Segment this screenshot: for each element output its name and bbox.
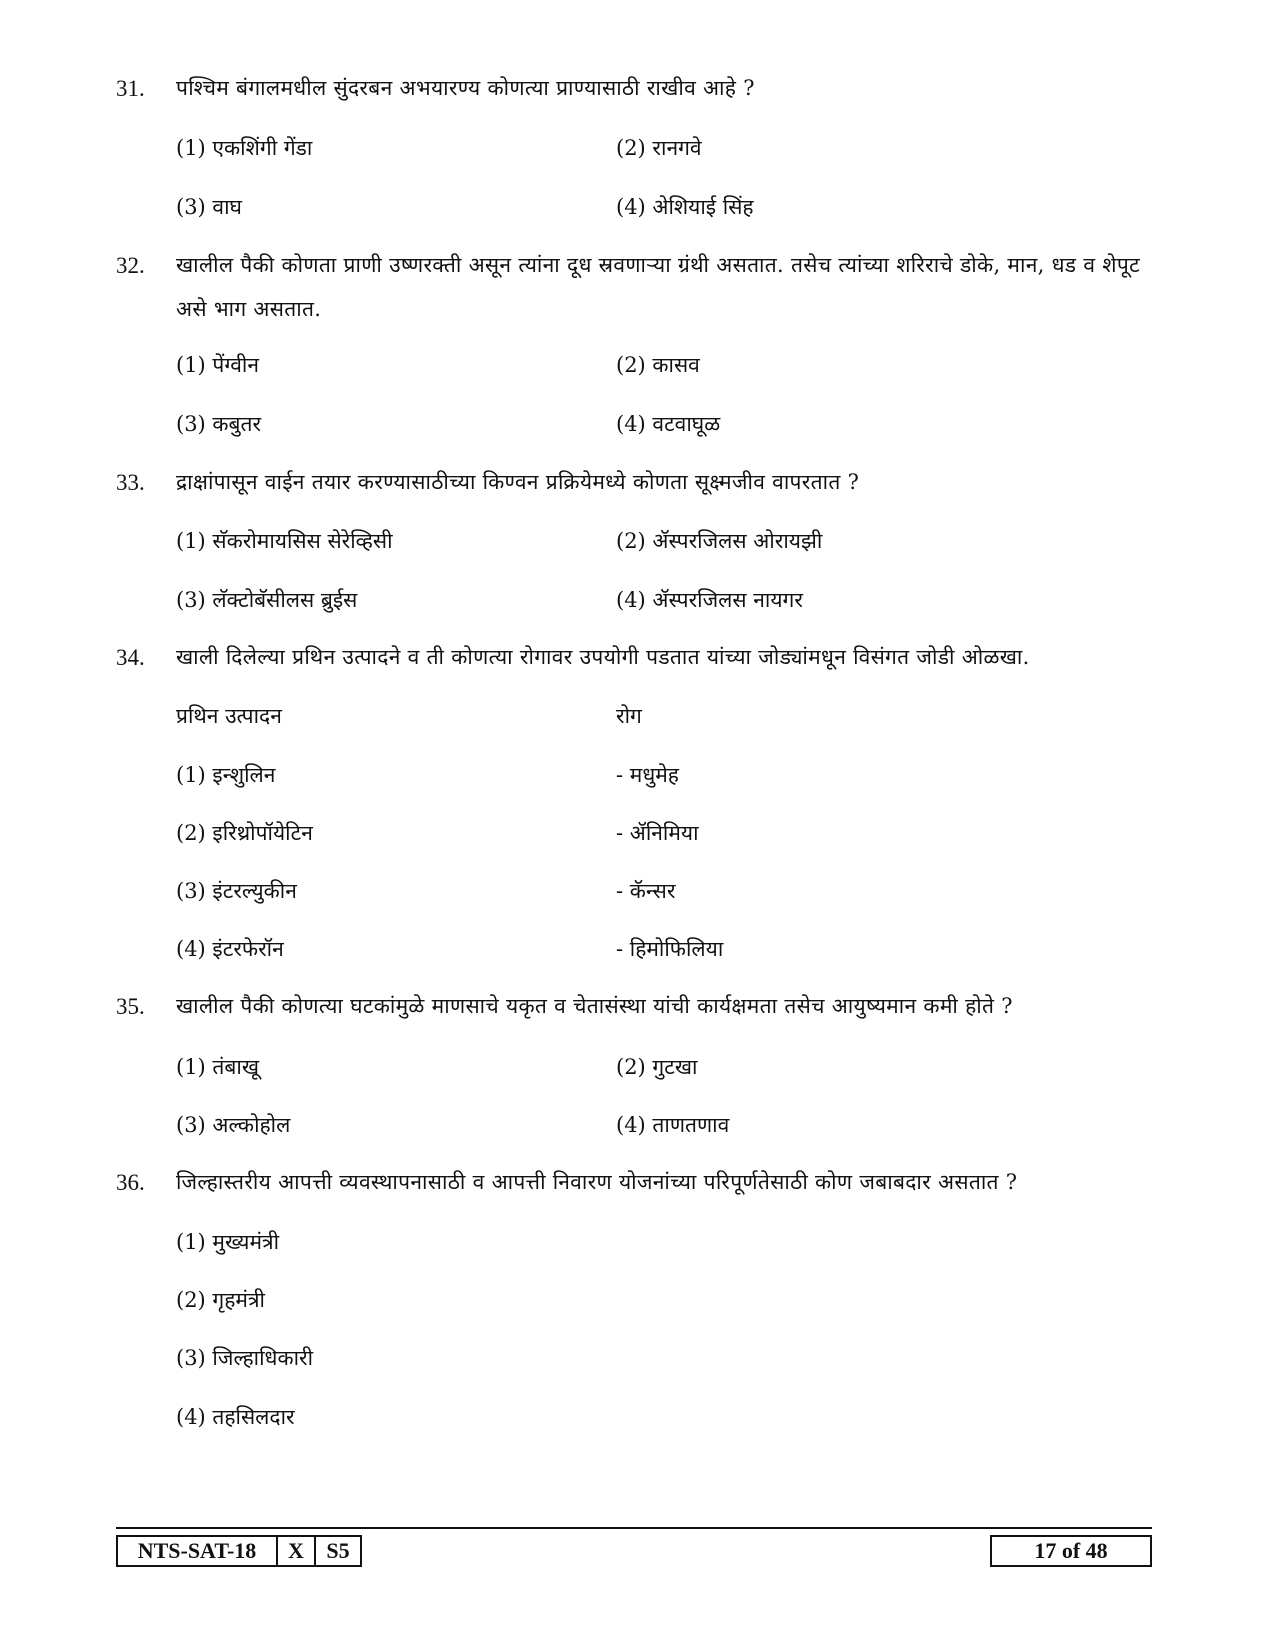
- q36-option-1: (1) मुख्यमंत्री: [176, 1230, 280, 1254]
- footer-class: X: [276, 1535, 316, 1567]
- question-33-number: 33.: [116, 470, 145, 495]
- question-31-number: 31.: [116, 76, 145, 101]
- question-32-text: खालील पैकी कोणता प्राणी उष्णरक्ती असून त्यांना दूध स्रवणाऱ्या ग्रंथी असतात. तसेच त्यांच्या शरिराचे डोके, मान, धड व शेपूट असे भाग असतात.: [176, 253, 1140, 321]
- q34-row-1-product: (1) इन्शुलिन: [176, 763, 276, 787]
- q34-row-1-disease: - मधुमेह: [616, 763, 679, 787]
- q33-option-4: (4) ॲस्परजिलस नायगर: [616, 588, 803, 612]
- q31-option-2: (2) रानगवे: [616, 136, 702, 160]
- q31-option-3: (3) वाघ: [176, 195, 242, 219]
- question-34-text: खाली दिलेल्या प्रथिन उत्पादने व ती कोणत्या रोगावर उपयोगी पडतात यांच्या जोड्यांमधून विसंगत जोडी ओळखा.: [176, 645, 1030, 669]
- question-31-text: पश्चिम बंगालमधील सुंदरबन अभयारण्य कोणत्या प्राण्यासाठी राखीव आहे ?: [176, 76, 755, 100]
- footer-paper-code: NTS-SAT-18: [116, 1535, 278, 1567]
- q35-option-3: (3) अल्कोहोल: [176, 1113, 291, 1137]
- question-35-text: खालील पैकी कोणत्या घटकांमुळे माणसाचे यकृत व चेतासंस्था यांची कार्यक्षमता तसेच आयुष्यमान कमी होते ?: [176, 994, 1013, 1018]
- q33-option-2: (2) ॲस्परजिलस ओरायझी: [616, 529, 823, 553]
- q34-row-4-disease: - हिमोफिलिया: [616, 937, 724, 961]
- q34-header-product: प्रथिन उत्पादन: [176, 704, 282, 728]
- q36-option-2: (2) गृहमंत्री: [176, 1288, 265, 1312]
- question-36-text: जिल्हास्तरीय आपत्ती व्यवस्थापनासाठी व आपत्ती निवारण योजनांच्या परिपूर्णतेसाठी कोण जबाबदार असतात ?: [176, 1170, 1018, 1194]
- q35-option-1: (1) तंबाखू: [176, 1055, 259, 1079]
- q36-option-3: (3) जिल्हाधिकारी: [176, 1346, 314, 1370]
- footer-divider: [116, 1527, 1152, 1529]
- q32-option-4: (4) वटवाघूळ: [616, 412, 721, 436]
- q35-option-2: (2) गुटखा: [616, 1055, 698, 1079]
- q32-option-3: (3) कबुतर: [176, 412, 262, 436]
- q34-header-disease: रोग: [616, 704, 642, 728]
- question-34-number: 34.: [116, 645, 145, 670]
- question-35-number: 35.: [116, 994, 145, 1019]
- question-32-number: 32.: [116, 253, 145, 278]
- q31-option-4: (4) अेशियाई सिंह: [616, 195, 754, 219]
- q35-option-4: (4) ताणतणाव: [616, 1113, 730, 1137]
- q33-option-3: (3) लॅक्टोबॅसीलस ब्रुईस: [176, 588, 358, 612]
- q33-option-1: (1) सॅकरोमायसिस सेरेव्हिसी: [176, 529, 393, 553]
- q36-option-4: (4) तहसिलदार: [176, 1405, 295, 1429]
- q34-row-3-product: (3) इंटरल्युकीन: [176, 879, 297, 903]
- footer-series: S5: [314, 1535, 362, 1567]
- q31-option-1: (1) एकशिंगी गेंडा: [176, 136, 313, 160]
- footer-page-number: 17 of 48: [990, 1535, 1152, 1567]
- question-36-number: 36.: [116, 1170, 145, 1195]
- q32-option-2: (2) कासव: [616, 353, 700, 377]
- q34-row-2-product: (2) इरिथ्रोपॉयेटिन: [176, 821, 313, 845]
- question-33-text: द्राक्षांपासून वाईन तयार करण्यासाठीच्या किण्वन प्रक्रियेमध्ये कोणता सूक्ष्मजीव वापरतात ?: [176, 470, 860, 494]
- q34-row-2-disease: - ॲनिमिया: [616, 821, 699, 845]
- q34-row-3-disease: - कॅन्सर: [616, 879, 676, 903]
- q32-option-1: (1) पेंग्वीन: [176, 353, 260, 377]
- q34-row-4-product: (4) इंटरफेरॉन: [176, 937, 284, 961]
